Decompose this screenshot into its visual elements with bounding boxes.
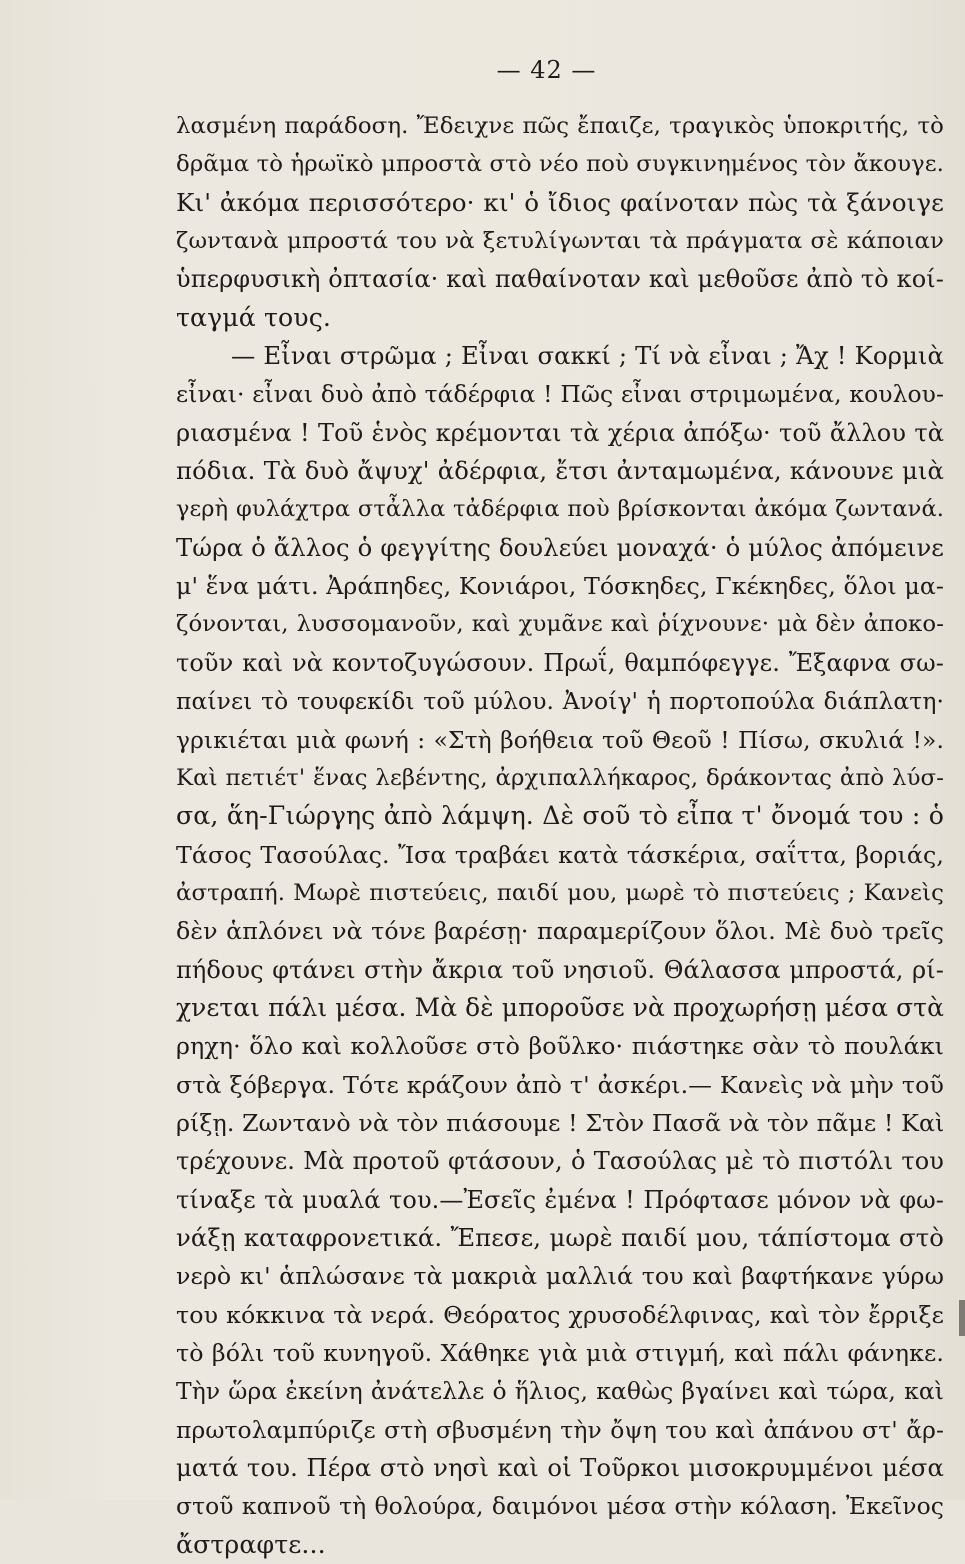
text-line: πόδια. Τὰ δυὸ ἄψυχ' ἀδέρφια, ἔτσι ἀνταμωμένα, κάνουνε μιὰ: [176, 456, 944, 486]
page-number: — 42 —: [496, 56, 597, 84]
text-line: εἶναι· εἶναι δυὸ ἀπὸ τάδέρφια ! Πῶς εἶναι στριμωμένα, κουλου-: [176, 380, 944, 409]
text-line: σα, ἅη-Γιώργης ἀπὸ λάμψη. Δὲ σοῦ τὸ εἶπα τ' ὄνομά του : ὁ: [176, 801, 944, 831]
text-line: ὑπερφυσικὴ ὀπτασία· καὶ παθαίνοταν καὶ μεθοῦσε ἀπὸ τὸ κοί-: [176, 265, 944, 294]
text-line: ἀστραπή. Μωρὲ πιστεύεις, παιδί μου, μωρὲ τὸ πιστεύεις ; Κανεὶς: [176, 879, 944, 906]
text-line: ρίξῃ. Ζωντανὸ νὰ τὸν πιάσουμε ! Στὸν Πασᾶ νὰ τὸν πᾶμε ! Καὶ: [176, 1108, 945, 1137]
text-line: δὲν ἁπλόνει νὰ τόνε βαρέσῃ· παραμερίζουν ὅλοι. Μὲ δυὸ τρεῖς: [176, 917, 944, 946]
text-line: γερὴ φυλάχτρα στἆλλα τἀδέρφια ποὺ βρίσκονται ἀκόμα ζωντανά.: [176, 496, 944, 523]
text-line: τὸ βόλι τοῦ κυνηγοῦ. Χάθηκε γιὰ μιὰ στιγμή, καὶ πάλι φάνηκε.: [176, 1339, 944, 1367]
text-line: — Εἶναι στρῶμα ; Εἶναι σακκί ; Τί νὰ εἶναι ; Ἄχ ! Κορμιὰ: [231, 341, 944, 371]
text-line: ριασμένα ! Τοῦ ἑνὸς κρέμονται τὰ χέρια ἀπόξω· τοῦ ἄλλου τὰ: [176, 418, 944, 447]
text-line: πήδους φτάνει στὴν ἄκρια τοῦ νησιοῦ. Θάλασσα μπροστά, ρί-: [176, 955, 944, 984]
text-line: στὰ ξόβεργα. Τότε κράζουν ἀπὸ τ' ἀσκέρι.— Κανεὶς νὰ μὴν τοῦ: [176, 1070, 944, 1099]
text-line: ζωντανὰ μπροστά του νὰ ξετυλίγωνται τὰ πράγματα σὲ κάποιαν: [176, 228, 944, 255]
text-line: παίνει τὸ τουφεκίδι τοῦ μύλου. Ἀνοίγ' ἡ πορτοπούλα διάπλατη·: [176, 687, 944, 716]
text-line: ρηχη· ὅλο καὶ κολλοῦσε στὸ βοῦλκο· πιάστηκε σὰν τὸ πουλάκι: [176, 1032, 944, 1061]
text-line: στοῦ καπνοῦ τὴ θολούρα, δαιμόνοι μέσα στὴν κόλαση. Ἐκεῖνος: [176, 1492, 944, 1521]
text-line: νάξῃ καταφρονετικά. Ἔπεσε, μωρὲ παιδί μου, τάπίστομα στὸ: [176, 1222, 944, 1252]
text-line: Κι' ἀκόμα περισσότερο· κι' ὁ ἴδιος φαίνοταν πὼς τὰ ξάνοιγε: [176, 187, 944, 217]
text-line: τίναξε τὰ μυαλά του.—Ἐσεῖς ἐμένα ! Πρόφτασε μόνον νὰ φω-: [176, 1185, 944, 1214]
text-line: νερὸ κι' ἁπλώσανε τὰ μακριὰ μαλλιά του καὶ βαφτήκανε γύρω: [176, 1262, 944, 1291]
text-line: Τάσος Τασούλας. Ἴσα τραβάει κατὰ τάσκέρια, σαΐττα, βοριάς,: [176, 840, 944, 869]
text-line: Τώρα ὁ ἄλλος ὁ φεγγίτης δουλεύει μοναχά· ὁ μύλος ἀπόμεινε: [176, 532, 944, 562]
page-edge-mark: [959, 1300, 965, 1336]
text-line: Τὴν ὥρα ἐκείνη ἀνάτελλε ὁ ἥλιος, καθὼς βγαίνει καὶ τώρα, καὶ: [176, 1377, 944, 1406]
text-line: μ' ἕνα μάτι. Ἀράπηδες, Κονιάροι, Τόσκηδες, Γκέκηδες, ὅλοι μα-: [176, 572, 945, 601]
text-line: Καὶ πετιέτ' ἕνας λεβέντης, ἀρχιπαλλήκαρος, δράκοντας ἀπὸ λύσ-: [176, 764, 944, 791]
text-line: τοῦν καὶ νὰ κοντοζυγώσουν. Πρωΐ, θαμπόφεγγε. Ἔξαφνα σω-: [176, 648, 944, 677]
text-line: ζόνονται, λυσσομανοῦν, καὶ χυμᾶνε καὶ ῥίχνουνε· μὰ δὲν ἀποκο-: [176, 611, 944, 638]
text-line: λασμένη παράδοση. Ἔδειχνε πῶς ἔπαιζε, τραγικὸς ὑποκριτής, τὸ: [176, 113, 944, 139]
text-line: δρᾶμα τὸ ἡρωϊκὸ μπροστὰ στὸ νέο ποὺ συγκινημένος τὸν ἄκουγε.: [176, 151, 945, 178]
text-line: ἄστραφτε...: [176, 1529, 326, 1559]
text-line: γρικιέται μιὰ φωνή : «Στὴ βοήθεια τοῦ Θεοῦ ! Πίσω, σκυλιά !».: [176, 725, 944, 754]
text-line: ταγμά τους.: [176, 302, 332, 332]
body-text: [176, 107, 944, 1564]
text-line: του κόκκινα τὰ νερά. Θεόρατος χρυσοδέλφινας, καὶ τὸν ἔρριξε: [176, 1300, 944, 1329]
text-line: ματά του. Πέρα στὸ νησὶ καὶ οἱ Τοῦρκοι μισοκρυμμένοι μέσα: [176, 1453, 944, 1483]
text-line: τρέχουνε. Μὰ προτοῦ φτάσουν, ὁ Τασούλας μὲ τὸ πιστόλι του: [176, 1147, 944, 1176]
text-line: χνεται πάλι μέσα. Μὰ δὲ μποροῦσε νὰ προχωρήσῃ μέσα στὰ: [176, 992, 944, 1022]
text-line: πρωτολαμπύριζε στὴ σβυσμένη τὴν ὄψη του καὶ ἀπάνου στ' ἄρ-: [176, 1415, 944, 1444]
